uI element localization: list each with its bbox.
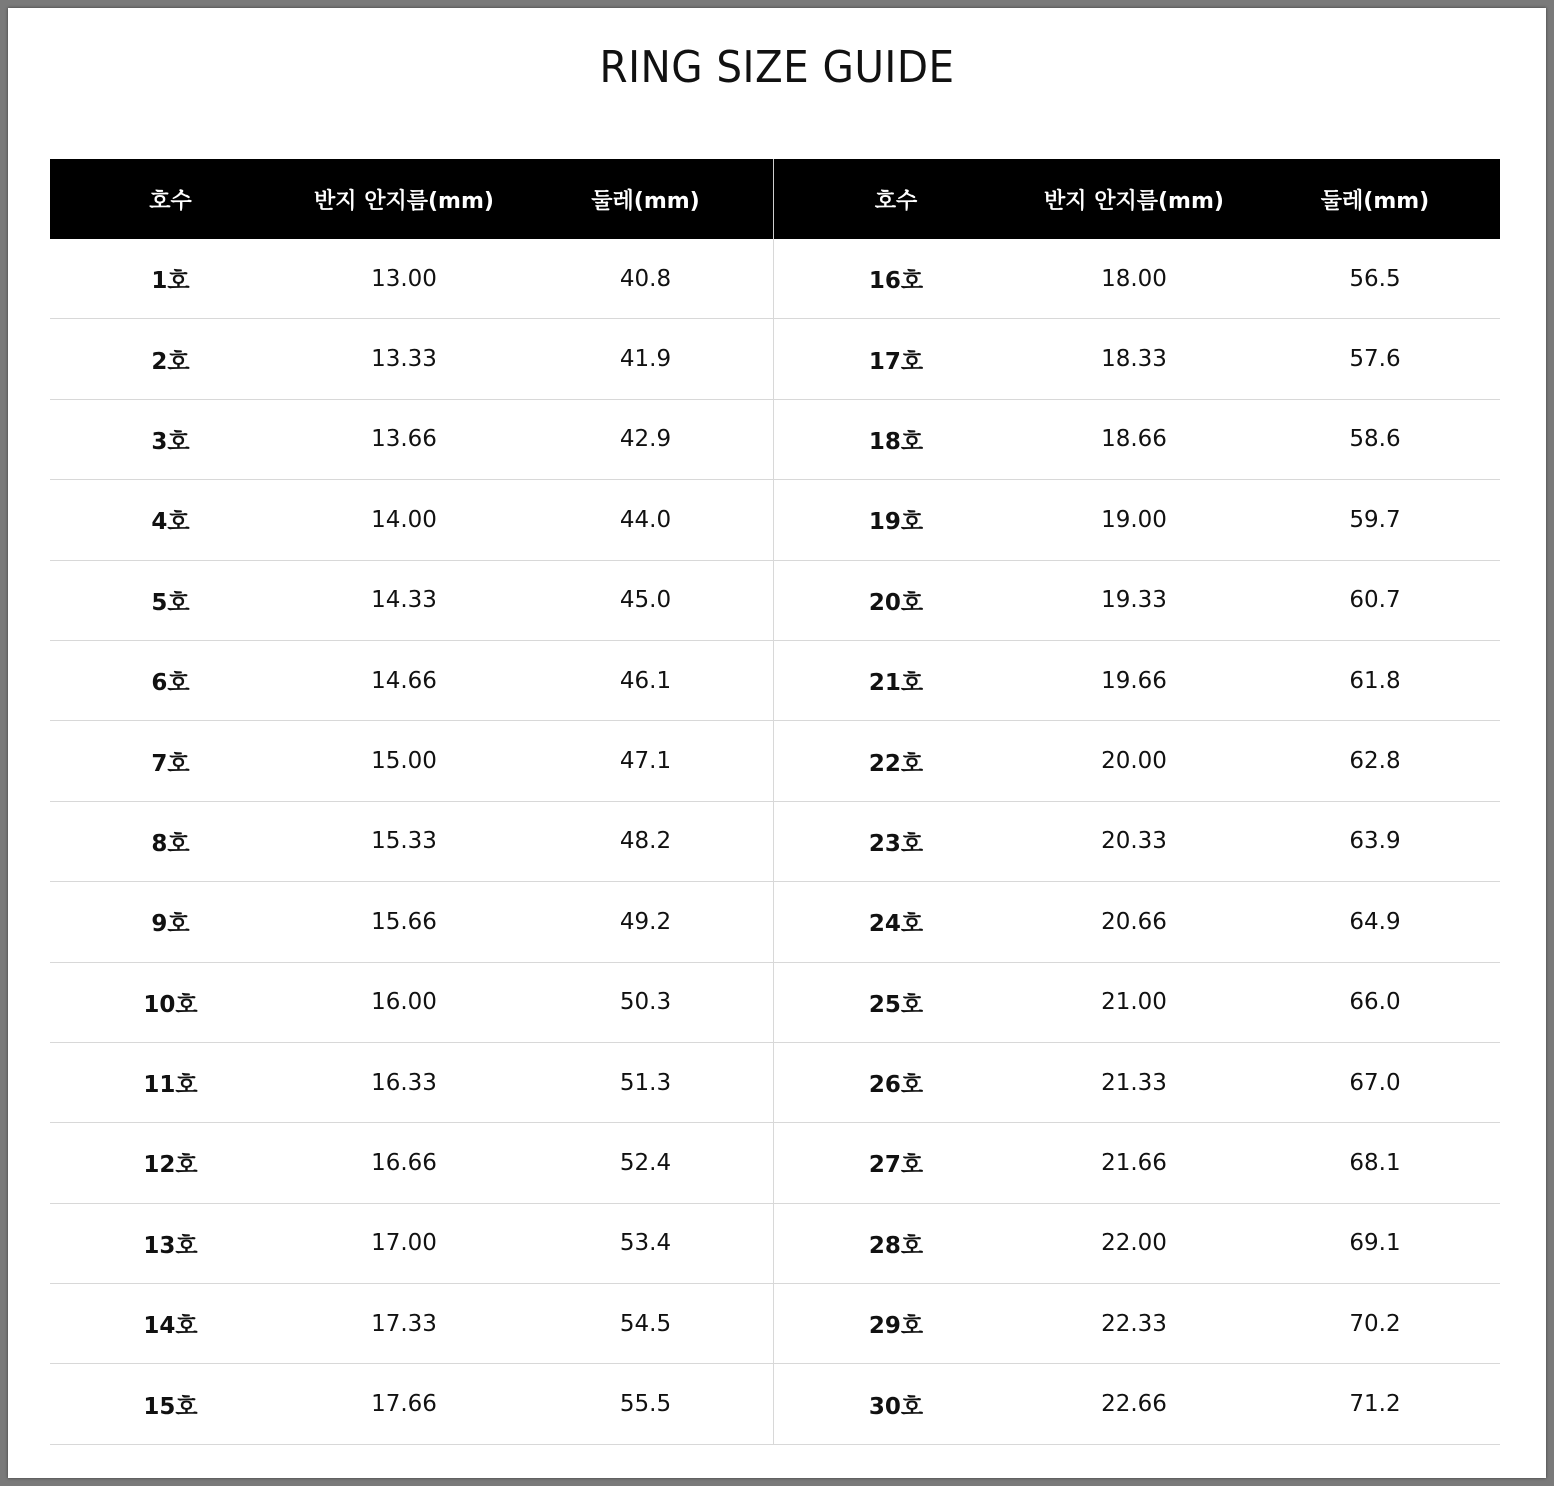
diameter-cell: 18.33 <box>1101 346 1167 373</box>
diameter-cell: 13.66 <box>371 426 437 453</box>
size-cell: 21호 <box>868 670 924 697</box>
table-row <box>50 239 1500 319</box>
size-cell: 24호 <box>868 911 924 938</box>
circumference-cell: 66.0 <box>1349 989 1401 1016</box>
size-cell: 23호 <box>868 830 924 857</box>
circumference-cell: 41.9 <box>619 346 672 373</box>
header-diameter: 반지 안지름(mm) <box>1044 188 1224 214</box>
size-cell: 15호 <box>143 1393 198 1420</box>
diameter-cell: 22.33 <box>1101 1310 1167 1337</box>
row-left-group <box>50 1364 774 1443</box>
header-size: 호수 <box>874 188 918 214</box>
row-right-group <box>774 721 1500 800</box>
row-left-group <box>50 400 774 479</box>
size-cell: 10호 <box>143 991 198 1018</box>
row-left-group <box>50 239 774 318</box>
diameter-cell: 19.00 <box>1101 506 1167 533</box>
table-header <box>50 159 1500 239</box>
size-cell: 3호 <box>151 428 190 455</box>
circumference-cell: 40.8 <box>619 265 672 292</box>
row-right-group <box>774 480 1500 559</box>
size-cell: 26호 <box>868 1072 924 1099</box>
diameter-cell: 19.33 <box>1101 587 1167 614</box>
diameter-cell: 20.66 <box>1101 908 1167 935</box>
circumference-cell: 61.8 <box>1349 667 1401 694</box>
table-row <box>50 400 1500 480</box>
row-left-group <box>50 561 774 640</box>
size-cell: 30호 <box>868 1393 924 1420</box>
size-cell: 4호 <box>151 509 190 536</box>
diameter-cell: 16.66 <box>371 1149 437 1176</box>
size-cell: 14호 <box>143 1313 198 1340</box>
size-cell: 12호 <box>143 1152 198 1179</box>
table-row <box>50 641 1500 721</box>
page-title: RING SIZE GUIDE <box>599 42 955 93</box>
diameter-cell: 15.66 <box>371 908 437 935</box>
diameter-cell: 16.33 <box>371 1069 437 1096</box>
size-cell: 2호 <box>151 348 190 375</box>
table-row <box>50 1284 1500 1364</box>
size-cell: 25호 <box>868 991 924 1018</box>
size-cell: 1호 <box>151 268 190 295</box>
diameter-cell: 21.00 <box>1101 989 1167 1016</box>
row-right-group <box>774 239 1500 318</box>
diameter-cell: 21.33 <box>1101 1069 1167 1096</box>
circumference-cell: 47.1 <box>619 748 672 775</box>
size-cell: 16호 <box>868 268 924 295</box>
row-left-group <box>50 319 774 398</box>
row-right-group <box>774 561 1500 640</box>
circumference-cell: 68.1 <box>1349 1149 1401 1176</box>
diameter-cell: 20.00 <box>1101 748 1167 775</box>
size-cell: 20호 <box>868 589 924 616</box>
size-cell: 28호 <box>868 1232 924 1259</box>
diameter-cell: 17.66 <box>371 1391 437 1418</box>
diameter-cell: 18.00 <box>1101 265 1167 292</box>
table-row <box>50 561 1500 641</box>
size-cell: 29호 <box>868 1313 924 1340</box>
diameter-cell: 22.00 <box>1101 1230 1167 1257</box>
circumference-cell: 45.0 <box>619 587 672 614</box>
size-cell: 22호 <box>868 750 924 777</box>
circumference-cell: 46.1 <box>619 667 672 694</box>
diameter-cell: 13.33 <box>371 346 437 373</box>
circumference-cell: 67.0 <box>1349 1069 1401 1096</box>
size-cell: 13호 <box>143 1232 198 1259</box>
size-cell: 27호 <box>868 1152 924 1179</box>
row-right-group <box>774 1284 1500 1363</box>
diameter-cell: 17.33 <box>371 1310 437 1337</box>
table-row <box>50 721 1500 801</box>
size-cell: 19호 <box>868 509 924 536</box>
table-row <box>50 319 1500 399</box>
row-right-group <box>774 1364 1500 1443</box>
size-cell: 9호 <box>151 911 190 938</box>
diameter-cell: 14.33 <box>371 587 437 614</box>
header-circumference: 둘레(mm) <box>591 188 700 214</box>
table-row <box>50 1043 1500 1123</box>
row-left-group <box>50 721 774 800</box>
diameter-cell: 19.66 <box>1101 667 1167 694</box>
row-right-group <box>774 1123 1500 1202</box>
row-right-group <box>774 400 1500 479</box>
diameter-cell: 18.66 <box>1101 426 1167 453</box>
circumference-cell: 54.5 <box>619 1310 672 1337</box>
row-right-group <box>774 882 1500 961</box>
header-circumference: 둘레(mm) <box>1320 188 1430 214</box>
circumference-cell: 51.3 <box>619 1069 672 1096</box>
row-right-group <box>774 1204 1500 1283</box>
size-cell: 5호 <box>151 589 190 616</box>
row-left-group <box>50 1043 774 1122</box>
row-left-group <box>50 1123 774 1202</box>
circumference-cell: 49.2 <box>619 908 672 935</box>
row-right-group <box>774 641 1500 720</box>
circumference-cell: 71.2 <box>1349 1391 1401 1418</box>
table-row <box>50 882 1500 962</box>
table-row <box>50 963 1500 1043</box>
row-left-group <box>50 802 774 881</box>
circumference-cell: 56.5 <box>1349 265 1401 292</box>
circumference-cell: 42.9 <box>619 426 672 453</box>
header-right-group <box>774 159 1500 239</box>
circumference-cell: 48.2 <box>619 828 672 855</box>
size-cell: 11호 <box>143 1072 198 1099</box>
header-diameter: 반지 안지름(mm) <box>314 188 494 214</box>
circumference-cell: 69.1 <box>1349 1230 1401 1257</box>
row-left-group <box>50 963 774 1042</box>
size-guide-card <box>8 8 1546 1478</box>
circumference-cell: 53.4 <box>619 1230 672 1257</box>
row-left-group <box>50 1204 774 1283</box>
circumference-cell: 52.4 <box>619 1149 672 1176</box>
circumference-cell: 50.3 <box>619 989 672 1016</box>
row-right-group <box>774 802 1500 881</box>
row-right-group <box>774 963 1500 1042</box>
row-right-group <box>774 319 1500 398</box>
diameter-cell: 14.66 <box>371 667 437 694</box>
diameter-cell: 15.33 <box>371 828 437 855</box>
size-cell: 8호 <box>151 830 190 857</box>
circumference-cell: 60.7 <box>1349 587 1401 614</box>
size-cell: 18호 <box>868 428 924 455</box>
header-left-group <box>50 159 774 239</box>
diameter-cell: 21.66 <box>1101 1149 1167 1176</box>
table-row <box>50 1123 1500 1203</box>
size-cell: 17호 <box>868 348 924 375</box>
table-row <box>50 1204 1500 1284</box>
size-cell: 6호 <box>151 670 190 697</box>
row-left-group <box>50 1284 774 1363</box>
row-left-group <box>50 480 774 559</box>
circumference-cell: 57.6 <box>1349 346 1401 373</box>
circumference-cell: 59.7 <box>1349 506 1401 533</box>
diameter-cell: 16.00 <box>371 989 437 1016</box>
circumference-cell: 62.8 <box>1349 748 1401 775</box>
diameter-cell: 20.33 <box>1101 828 1167 855</box>
circumference-cell: 63.9 <box>1349 828 1401 855</box>
circumference-cell: 64.9 <box>1349 908 1401 935</box>
diameter-cell: 14.00 <box>371 506 437 533</box>
circumference-cell: 70.2 <box>1349 1310 1401 1337</box>
circumference-cell: 44.0 <box>619 506 672 533</box>
table-row <box>50 1364 1500 1444</box>
table-body <box>50 239 1500 1445</box>
row-left-group <box>50 882 774 961</box>
ring-size-table <box>50 159 1500 1445</box>
header-size: 호수 <box>149 188 192 214</box>
diameter-cell: 22.66 <box>1101 1391 1167 1418</box>
diameter-cell: 15.00 <box>371 748 437 775</box>
circumference-cell: 55.5 <box>619 1391 672 1418</box>
row-right-group <box>774 1043 1500 1122</box>
row-left-group <box>50 641 774 720</box>
diameter-cell: 17.00 <box>371 1230 437 1257</box>
table-row <box>50 802 1500 882</box>
circumference-cell: 58.6 <box>1349 426 1401 453</box>
diameter-cell: 13.00 <box>371 265 437 292</box>
size-cell: 7호 <box>151 750 190 777</box>
table-row <box>50 480 1500 560</box>
